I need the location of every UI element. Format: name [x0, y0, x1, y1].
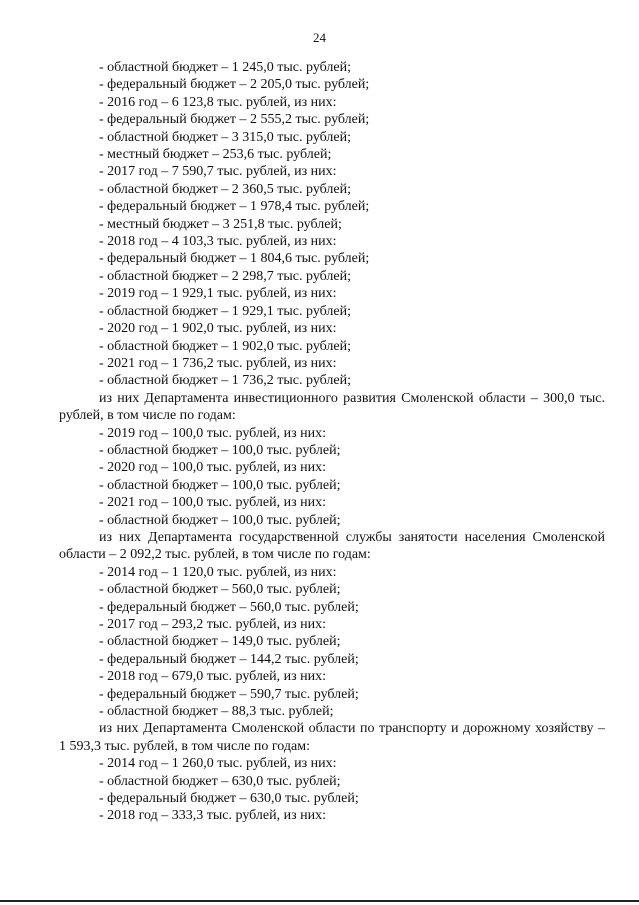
budget-line: - федеральный бюджет – 2 205,0 тыс. рублей; [99, 77, 370, 93]
budget-line: - областной бюджет – 100,0 тыс. рублей; [99, 477, 341, 493]
budget-line: - 2020 год – 100,0 тыс. рублей, из них: [99, 460, 327, 476]
budget-line: - 2020 год – 1 902,0 тыс. рублей, из них: [99, 321, 337, 337]
paragraph: из них Департамента Смоленской области по транспорту и дорожному хозяйству – 1 593,3 тыс. рублей, в том числе по годам: [59, 721, 605, 754]
budget-line: - областной бюджет – 1 736,2 тыс. рублей; [99, 373, 351, 389]
budget-line: - 2018 год – 4 103,3 тыс. рублей, из них: [99, 234, 337, 250]
budget-line: - федеральный бюджет – 2 555,2 тыс. рублей; [99, 112, 370, 128]
budget-line: - 2019 год – 100,0 тыс. рублей, из них: [99, 425, 327, 441]
budget-line: - областной бюджет – 100,0 тыс. рублей; [99, 442, 341, 458]
budget-line: - областной бюджет – 560,0 тыс. рублей; [99, 582, 341, 598]
budget-line: - федеральный бюджет – 630,0 тыс. рублей; [99, 791, 359, 807]
budget-line: - областной бюджет – 88,3 тыс. рублей; [99, 704, 334, 720]
budget-line: - 2016 год – 6 123,8 тыс. рублей, из них: [99, 94, 337, 110]
budget-line: - областной бюджет – 2 360,5 тыс. рублей; [99, 181, 351, 197]
budget-line: - областной бюджет – 100,0 тыс. рублей; [99, 512, 341, 528]
budget-line: - федеральный бюджет – 1 978,4 тыс. рублей; [99, 199, 370, 215]
budget-line: - 2014 год – 1 120,0 тыс. рублей, из них: [99, 564, 337, 580]
budget-line: - областной бюджет – 1 929,1 тыс. рублей; [99, 303, 351, 319]
budget-line: - федеральный бюджет – 590,7 тыс. рублей; [99, 686, 359, 702]
budget-line: - 2018 год – 679,0 тыс. рублей, из них: [99, 669, 327, 685]
budget-line: - федеральный бюджет – 144,2 тыс. рублей; [99, 651, 359, 667]
budget-line: - 2014 год – 1 260,0 тыс. рублей, из них: [99, 756, 337, 772]
budget-line: - местный бюджет – 3 251,8 тыс. рублей; [99, 216, 342, 232]
paragraph: из них Департамента государственной службы занятости населения Смоленской области – 2 092,2 тыс. рублей, в том числе по годам: [59, 529, 605, 563]
budget-line: - областной бюджет – 1 902,0 тыс. рублей; [99, 338, 351, 354]
document-body [59, 59, 605, 825]
budget-line: - федеральный бюджет – 1 804,6 тыс. рублей; [99, 251, 370, 267]
budget-line: - 2021 год – 1 736,2 тыс. рублей, из них: [99, 355, 337, 371]
budget-line: - 2017 год – 7 590,7 тыс. рублей, из них: [99, 164, 337, 180]
budget-line: - 2021 год – 100,0 тыс. рублей, из них: [99, 495, 327, 511]
budget-line: - 2019 год – 1 929,1 тыс. рублей, из них: [99, 286, 337, 302]
budget-line: - областной бюджет – 2 298,7 тыс. рублей; [99, 268, 351, 284]
budget-line: - 2018 год – 333,3 тыс. рублей, из них: [99, 808, 327, 824]
budget-line: - 2017 год – 293,2 тыс. рублей, из них: [99, 617, 327, 632]
budget-line: - областной бюджет – 3 315,0 тыс. рублей; [99, 129, 351, 145]
budget-line: - местный бюджет – 253,6 тыс. рублей; [99, 147, 332, 163]
bottom-rule [0, 900, 639, 902]
paragraph: из них Департамента инвестиционного развития Смоленской области – 300,0 тыс. рублей, в том числе по годам: [59, 390, 605, 424]
budget-line: - областной бюджет – 1 245,0 тыс. рублей; [99, 60, 351, 75]
page-number: 24 [313, 30, 326, 45]
budget-line: - федеральный бюджет – 560,0 тыс. рублей; [99, 599, 359, 615]
budget-line: - областной бюджет – 630,0 тыс. рублей; [99, 773, 341, 789]
budget-line: - областной бюджет – 149,0 тыс. рублей; [99, 634, 341, 650]
